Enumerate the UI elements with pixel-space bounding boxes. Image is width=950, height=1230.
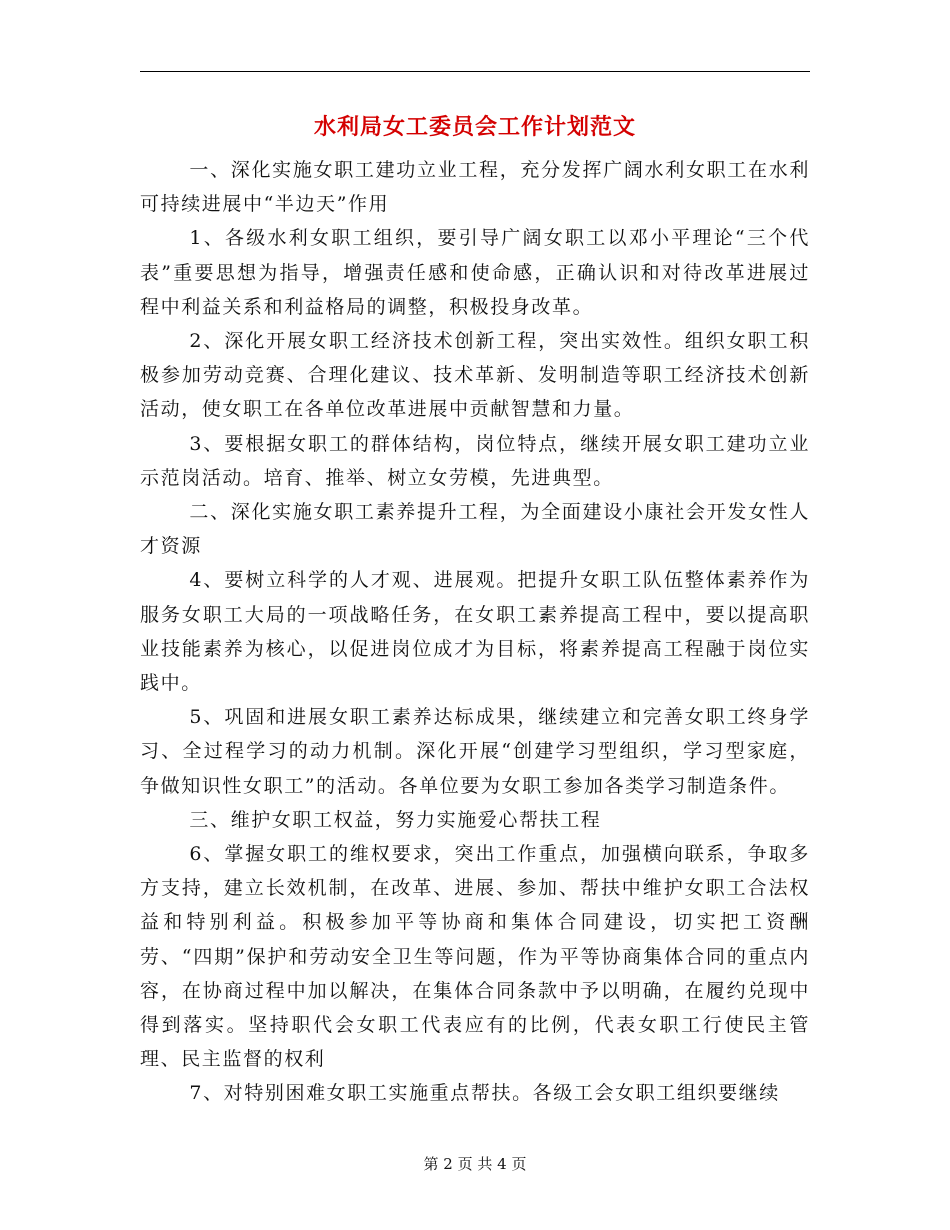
body-paragraph: 一、深化实施女职工建功立业工程，充分发挥广阔水利女职工在水利可持续进展中“半边天”作用: [140, 159, 810, 216]
page-number: 第 2 页 共 4 页: [423, 1155, 527, 1173]
header-rule: [140, 71, 810, 72]
document-body: [140, 153, 810, 1111]
body-paragraph: 1、各级水利女职工组织，要引导广阔女职工以邓小平理论“三个代表”重要思想为指导，增强责任感和使命感，正确认识和对待改革进展过程中利益关系和利益格局的调整，积极投身改革。: [140, 227, 810, 318]
body-paragraph: 4、要树立科学的人才观、进展观。把提升女职工队伍整体素养作为服务女职工大局的一项战略任务，在女职工素养提高工程中，要以提高职业技能素养为核心，以促进岗位成才为目标，将素养提高工程融于岗位实践中。: [140, 569, 810, 695]
body-paragraph: 3、要根据女职工的群体结构，岗位特点，继续开展女职工建功立业示范岗活动。培育、推举、树立女劳模，先进典型。: [140, 432, 810, 489]
document-title: 水利局女工委员会工作计划范文: [313, 114, 636, 140]
body-paragraph: 2、深化开展女职工经济技术创新工程，突出实效性。组织女职工积极参加劳动竞赛、合理化建议、技术革新、发明制造等职工经济技术创新活动，使女职工在各单位改革进展中贡献智慧和力量。: [140, 330, 810, 421]
body-paragraph: 6、掌握女职工的维权要求，突出工作重点，加强横向联系，争取多方支持，建立长效机制，在改革、进展、参加、帮扶中维护女职工合法权益和特别利益。积极参加平等协商和集体合同建设，切实把工资酬劳、“四期”保护和劳动安全卫生等问题，作为平等协商集体合同的重点内容，在协商过程中加以解决，在集体合同条款中予以明确，在履约兑现中得到落实。坚持职代会女职工代表应有的比例，代表女职工行使民主管理、民主监督的权利: [140, 843, 810, 1071]
body-paragraph: 7、对特别困难女职工实施重点帮扶。各级工会女职工组织要继续: [189, 1082, 780, 1105]
body-paragraph: 二、深化实施女职工素养提升工程，为全面建设小康社会开发女性人才资源: [140, 501, 810, 558]
body-paragraph: 三、维护女职工权益，努力实施爱心帮扶工程: [189, 808, 602, 831]
body-paragraph: 5、巩固和进展女职工素养达标成果，继续建立和完善女职工终身学习、全过程学习的动力机制。深化开展“创建学习型组织，学习型家庭，争做知识性女职工”的活动。各单位要为女职工参加各类学习制造条件。: [140, 706, 810, 797]
